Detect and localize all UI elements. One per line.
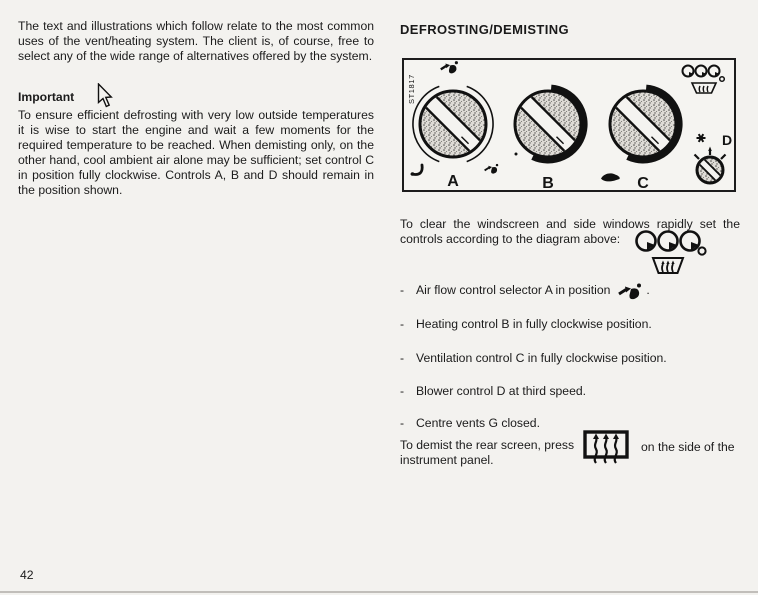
scan-edge-shadow [0, 591, 758, 593]
page-number: 42 [20, 568, 34, 582]
floor-air-icon [601, 173, 620, 181]
dial-b [513, 89, 584, 160]
bullet-blower [400, 384, 745, 399]
mouse-cursor-icon [97, 83, 113, 108]
demist-text-pre: To demist the rear screen, press [400, 438, 575, 452]
section-heading: DEFROSTING/DEMISTING [400, 22, 570, 37]
bullet-air-flow [400, 283, 745, 301]
bullet-centre-vents [400, 416, 745, 431]
demist-text-line2: instrument panel. [400, 453, 494, 467]
dial-b-label: B [542, 175, 554, 190]
bullet-suffix: . [646, 283, 650, 297]
clear-windscreen-paragraph: To clear the windscreen and side windows rapidly set the controls according to the diagram above: [400, 217, 740, 246]
bullet-dash: - [400, 384, 405, 398]
bullet-text: Air flow control selector A in position [416, 283, 611, 297]
demist-text-post: on the side of the [641, 440, 735, 454]
bullet-dash: - [400, 351, 405, 365]
bullet-dash: - [400, 317, 405, 331]
control-panel-diagram [402, 58, 736, 192]
dial-a [413, 86, 493, 161]
bullet-text: Heating control B in fully clockwise position. [416, 317, 652, 331]
dial-c [608, 89, 679, 160]
three-dials-demist-icon [632, 228, 710, 278]
dial-d [695, 147, 726, 184]
air-to-face-icon [441, 61, 458, 73]
intro-paragraph: The text and illustrations which follow relate to the most common uses of the vent/heating system. The client is, of course, free to select any of the wide range of alternatives offered by the system. [18, 19, 374, 63]
bullet-dash: - [400, 283, 405, 297]
bullet-text: Ventilation control C in fully clockwise position. [416, 351, 667, 365]
bullet-text: Centre vents G closed. [416, 416, 540, 430]
dial-c-label: C [637, 175, 649, 190]
control-panel-figure [404, 60, 734, 190]
foot-hook-icon [411, 165, 422, 176]
three-dials-demist-icon [683, 66, 725, 94]
dial-d-label: D [722, 132, 733, 148]
bullet-heating [400, 317, 745, 332]
bullet-text: Blower control D at third speed. [416, 384, 587, 398]
bullet-dash: - [400, 416, 405, 430]
important-paragraph: To ensure efficient defrosting with very low outside temperatures it is wise to start the engine and wait a few moments for the required temperature to be reached. When demisting only, on the other hand, cool ambient air alone may be sufficient; set control C in position fully clockwise. Controls A, B and D should remain in the position shown. [18, 108, 374, 197]
snowflake-icon [697, 134, 706, 142]
important-heading: Important [18, 90, 75, 104]
dial-a-label: A [447, 173, 459, 190]
air-to-face-icon [485, 164, 499, 174]
rear-window-demister-icon [583, 430, 629, 464]
bullet-ventilation [400, 351, 745, 366]
figure-code: ST1817 [407, 74, 416, 104]
air-to-face-icon [618, 281, 642, 301]
